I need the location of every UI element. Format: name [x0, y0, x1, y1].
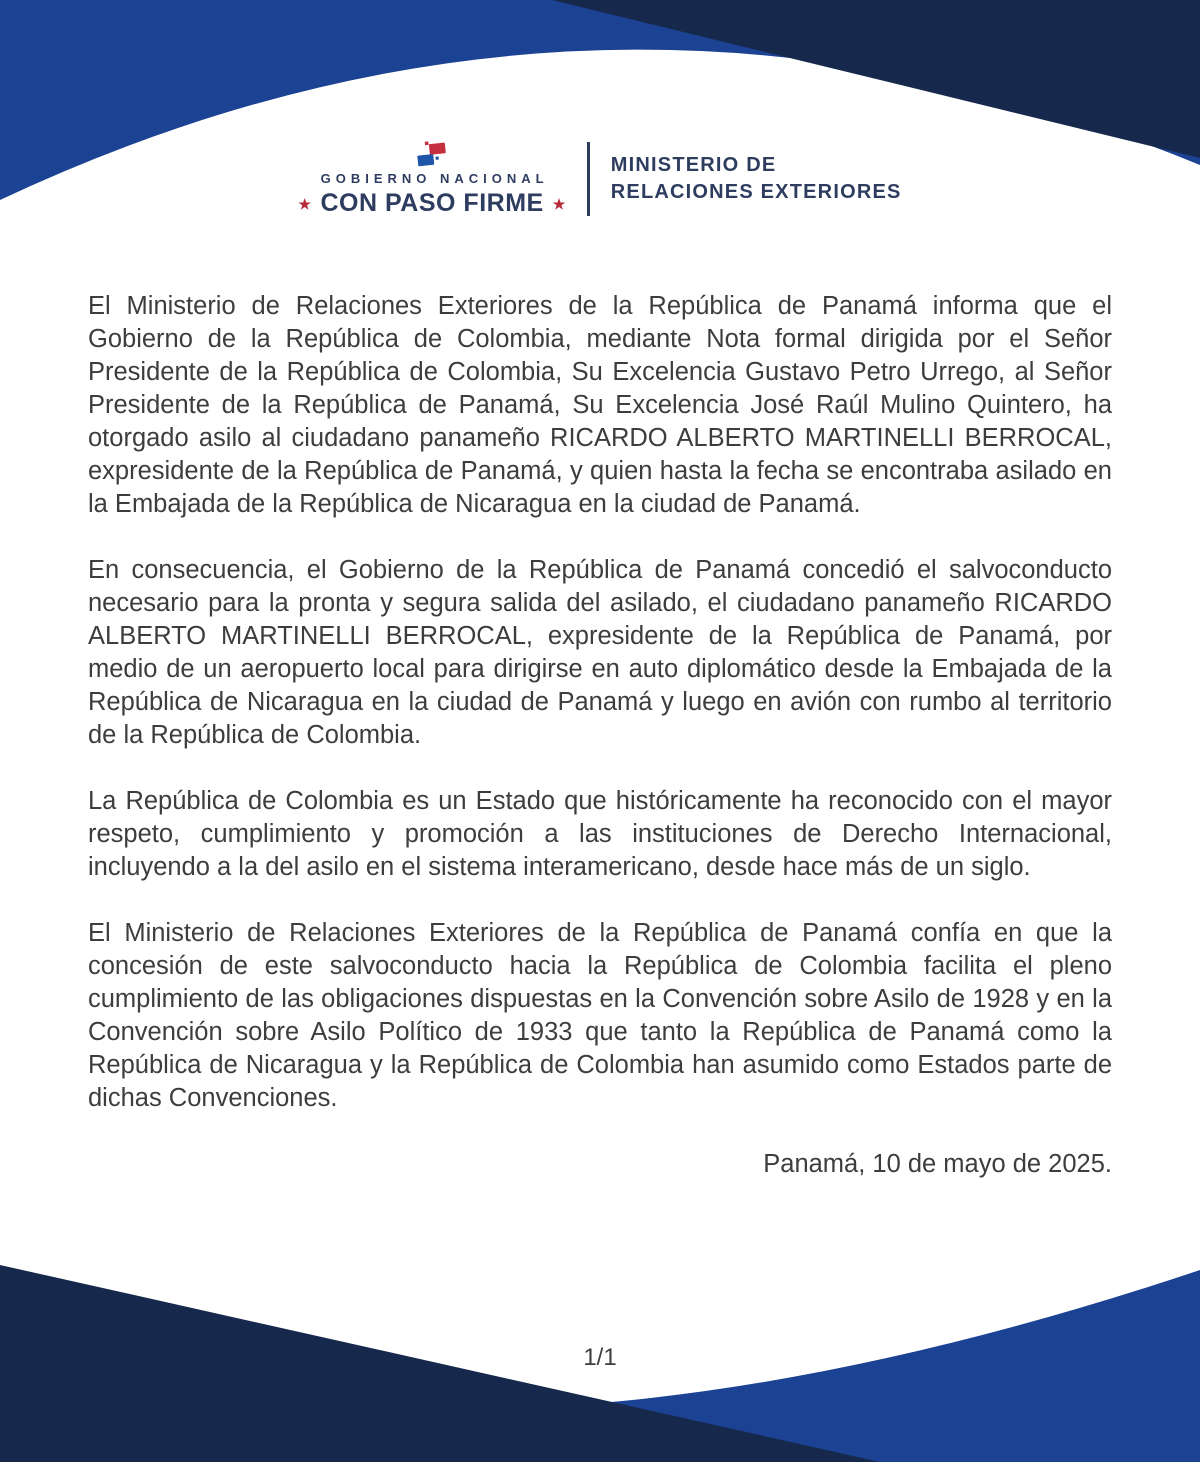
star-icon: ★ — [552, 195, 566, 212]
ministry-title-line1: MINISTERIO DE — [610, 154, 777, 176]
ministry-title-line2: RELACIONES EXTERIORES — [610, 181, 902, 203]
paragraph-4: El Ministerio de Relaciones Exteriores de la República de Panamá confía en que la concesión de este salvoconducto hacia la República de Colombia facilita el pleno cumplimiento de las obligaciones dispuestas en la Convención sobre Asilo de 1928 y en la Convención sobre Asilo Político de 1933 que tanto la República de Panamá como la República de Nicaragua y la República de Colombia han asumido como Estados parte de dichas Convenciones. — [88, 919, 1112, 1112]
paragraph-2: En consecuencia, el Gobierno de la República de Panamá concedió el salvoconducto necesario para la pronta y segura salida del asilado, el ciudadano panameño RICARDO ALBERTO MARTINELLI BERROCAL, expresidente de la República de Panamá, por medio de un aeropuerto local para dirigirse en auto diplomático desde la Embajada de la República de Nicaragua en la ciudad de Panamá y luego en avión con rumbo al territorio de la República de Colombia. — [88, 556, 1112, 749]
panama-flag-logo-icon — [416, 140, 448, 168]
gobierno-nacional-brand — [298, 140, 565, 218]
communique-body — [88, 290, 1112, 1214]
dateline: Panamá, 10 de mayo de 2025. — [763, 1150, 1112, 1178]
paragraph-3: La República de Colombia es un Estado que históricamente ha reconocido con el mayor respeto, cumplimiento y promoción a las instituciones de Derecho Internacional, incluyendo a la del asilo en el sistema interamericano, desde hace más de un siglo. — [88, 787, 1112, 881]
con-paso-firme-label — [298, 189, 565, 218]
paragraph-1: El Ministerio de Relaciones Exteriores de la República de Panamá informa que el Gobierno de la República de Colombia, mediante Nota formal dirigida por el Señor Presidente de la República de Colombia, Su Excelencia Gustavo Petro Urrego, al Señor Presidente de la República de Panamá, Su Excelencia José Raúl Mulino Quintero, ha otorgado asilo al ciudadano panameño RICARDO ALBERTO MARTINELLI BERROCAL, expresidente de la República de Panamá, y quien hasta la fecha se encontraba asilado en la Embajada de la República de Nicaragua en la ciudad de Panamá. — [88, 292, 1112, 518]
header-divider — [587, 142, 590, 216]
star-icon: ★ — [298, 195, 312, 212]
document-header — [0, 140, 1200, 218]
top-right-navy-wedge — [552, 0, 1200, 158]
ministry-title — [611, 152, 902, 206]
gobierno-nacional-label: GOBIERNO NACIONAL — [320, 171, 549, 186]
lema-text: CON PASO FIRME — [320, 189, 544, 217]
page-number: 1/1 — [583, 1344, 617, 1371]
